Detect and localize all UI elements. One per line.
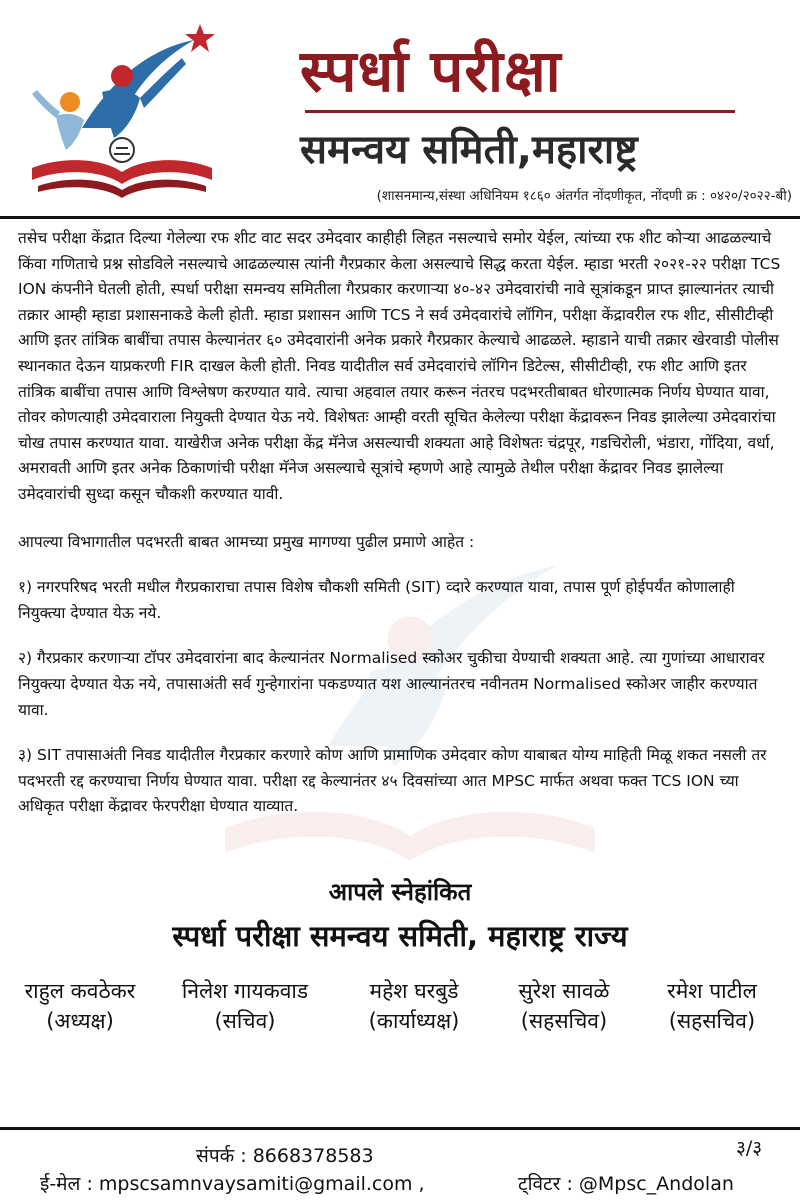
letterhead xyxy=(0,0,800,218)
signatory-name: राहुल कवठेकर xyxy=(24,979,136,1003)
intro-paragraph: तसेच परीक्षा केंद्रात दिल्या गेलेल्या रफ शीट वाट सदर उमेदवार काहीही लिहत नसल्याचे समोर येईल, त्यांच्या रफ शीट कोऱ्या आढळल्याचे किंवा गणिताचे प्रश्न सोडविले नसल्याचे आढळल्यास त्यांनी गैरप्रकार केला असल्याचे सिद्ध करता येईल. म्हाडा भरती २०२१-२२ परीक्षा TCS ION कंपनीने घेतली होती, स्पर्धा परीक्षा समन्वय समितीला गैरप्रकार करणाऱ्या ४०-४२ उमेदवारांची नावे सूत्रांकडून प्राप्त झाल्यानंतर त्याची तक्रार आम्ही म्हाडा प्रशासनाकडे केली होती. म्हाडा प्रशासन आणि TCS ने सर्व उमेदवारांचे लॉगिन, परीक्षा केंद्रावरील रफ शीट, सीसीटीव्ही आणि इतर तांत्रिक बाबींचा तपास केल्यानंतर ६० उमेदवारांनी अनेक प्रकारे गैरप्रकार केल्याचे आढळले. म्हाडाने याची तक्रार खेरवाडी पोलीस स्थानकात देऊन याप्रकरणी FIR दाखल केली होती. निवड यादीतील सर्व उमेदवारांचे लॉगिन डिटेल्स, सीसीटीव्ही, रफ शीट आणि इतर तांत्रिक बाबींचा तपास आणि विश्लेषण करण्यात यावे. त्याचा अहवाल तयार करून नंतरच पदभरतीबाबत धोरणात्मक निर्णय घेण्यात यावा, तोवर कोणत्याही उमेदवाराला नियुक्ती देण्यात येऊ नये. विशेषतः आम्ही वरती सूचित केलेल्या परीक्षा केंद्रावरून निवड झालेल्या उमेदवारांचा चोख तपास करण्यात यावा. याखेरीज अनेक परीक्षा केंद्र मॅनेज असल्याची शक्यता आहे विशेषतः चंद्रपूर, गडचिरोली, भंडारा, गोंदिया, वर्धा, अमरावती आणि इतर अनेक ठिकाणांची परीक्षा मॅनेज असल्याचे सूत्रांचे म्हणणे आहे त्यामुळे तेथील परीक्षा केंद्रावर निवड झालेल्या उमेदवारांची सुध्दा कसून चौकशी करण्यात यावी. xyxy=(18,229,781,503)
signatory-role: (अध्यक्ष) xyxy=(46,1009,114,1033)
registration-line: (शासनमान्य,संस्था अधिनियम १८६० अंतर्गत नोंदणीकृत, नोंदणी क्र : ०४२०/२०२२-बी) xyxy=(376,188,792,204)
header-divider xyxy=(0,216,800,219)
signatory-role: (सहसचिव) xyxy=(520,1009,608,1033)
closing-greeting: आपले स्नेहांकित xyxy=(328,878,472,906)
signatory xyxy=(484,976,644,1036)
title-underline xyxy=(305,110,735,113)
organization-logo-icon xyxy=(22,18,222,203)
demand-point-3: ३) SIT तपासाअंती निवड यादीतील गैरप्रकार करणारे कोण आणि प्रामाणिक उमेदवार कोण याबाबत योग्य माहिती मिळू शकत नसली तर पदभरती रद्द करण्याचा निर्णय घेण्यात यावा. परीक्षा रद्द केल्यानंतर ४५ दिवसांच्या आत MPSC मार्फत अथवा फक्त TCS ION च्या अधिकृत परीक्षा केंद्रावर फेरपरीक्षा घेण्यात याव्यात. xyxy=(18,746,767,816)
page-number: ३/३ xyxy=(736,1137,763,1159)
footer-divider xyxy=(0,1127,800,1130)
signatory-name: रमेश पाटील xyxy=(667,979,757,1003)
twitter-handle[interactable]: ट्विटर : @Mpsc_Andolan xyxy=(518,1173,734,1195)
contact-email[interactable]: ई-मेल : mpscsamnvaysamiti@gmail.com , xyxy=(40,1173,425,1195)
signatory-role: (सचिव) xyxy=(214,1009,276,1033)
demands-intro: आपल्या विभागातील पदभरती बाबत आमच्या प्रमुख मागण्या पुढील प्रमाणे आहेत : xyxy=(18,532,475,551)
signatory-name: सुरेश सावळे xyxy=(518,979,610,1003)
signatory-role: (सहसचिव) xyxy=(668,1009,756,1033)
organization-subtitle: समन्वय समिती,महाराष्ट्र xyxy=(300,127,638,173)
signatory xyxy=(0,976,160,1036)
signatory xyxy=(334,976,494,1036)
letter-body xyxy=(18,226,786,820)
closing-block xyxy=(0,876,800,958)
signatory-role: (कार्याध्यक्ष) xyxy=(368,1009,460,1033)
signatory xyxy=(165,976,325,1036)
signatory xyxy=(632,976,792,1036)
signatories-row xyxy=(0,976,800,1056)
organization-title: स्पर्धा परीक्षा xyxy=(300,37,562,105)
signatory-name: महेश घरबुडे xyxy=(369,979,459,1003)
demand-point-2: २) गैरप्रकार करणाऱ्या टॉपर उमेदवारांना बाद केल्यानंतर Normalised स्कोअर चुकीचा येण्याची शक्यता आहे. त्या गुणांच्या आधारावर नियुक्त्या देण्यात येऊ नये, तपासाअंती सर्व गुन्हेगारांना पकडण्यात यश आल्यानंतरच नवीनतम Normalised स्कोअर जाहीर करण्यात यावा. xyxy=(18,649,765,719)
signatory-name: निलेश गायकवाड xyxy=(181,979,309,1003)
demand-point-1: १) नगरपरिषद भरती मधील गैरप्रकाराचा तपास विशेष चौकशी समिती (SIT) व्दारे करण्यात यावा, तपास पूर्ण होईपर्यंत कोणालाही नियुक्त्या देण्यात येऊ नये. xyxy=(18,578,735,622)
closing-organization: स्पर्धा परीक्षा समन्वय समिती, महाराष्ट्र राज्य xyxy=(172,919,628,953)
contact-phone: संपर्क : 8668378583 xyxy=(196,1145,374,1167)
